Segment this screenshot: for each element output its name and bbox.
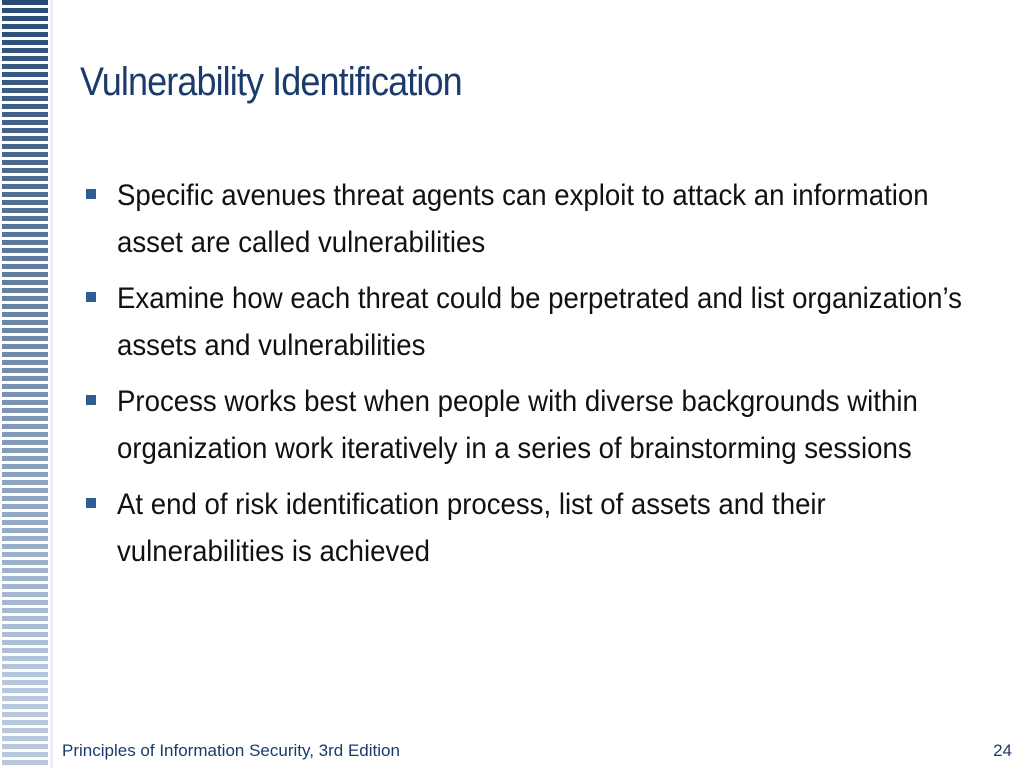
footer-book-title: Principles of Information Security, 3rd Edition (62, 741, 400, 760)
decorative-stripe-bar (0, 0, 50, 768)
divider (50, 0, 53, 768)
square-bullet-icon (86, 498, 96, 508)
slide-title: Vulnerability Identification (80, 60, 462, 104)
footer-page-number: 24 (993, 741, 1012, 760)
bullet-item (82, 378, 972, 472)
bullet-list (82, 172, 972, 584)
square-bullet-icon (86, 395, 96, 405)
square-bullet-icon (86, 189, 96, 199)
bullet-item (82, 275, 972, 369)
bullet-text: At end of risk identification process, list of assets and their vulnerabilities is achieved (117, 488, 826, 568)
bullet-item (82, 481, 972, 575)
square-bullet-icon (86, 292, 96, 302)
bullet-item (82, 172, 972, 266)
bullet-text: Examine how each threat could be perpetrated and list organization’s assets and vulnerabilities (117, 282, 962, 362)
bullet-text: Specific avenues threat agents can exploit to attack an information asset are called vulnerabilities (117, 179, 929, 259)
stripe-pattern-icon (2, 0, 48, 768)
bullet-text: Process works best when people with diverse backgrounds within organization work iteratively in a series of brainstorming sessions (117, 385, 918, 465)
